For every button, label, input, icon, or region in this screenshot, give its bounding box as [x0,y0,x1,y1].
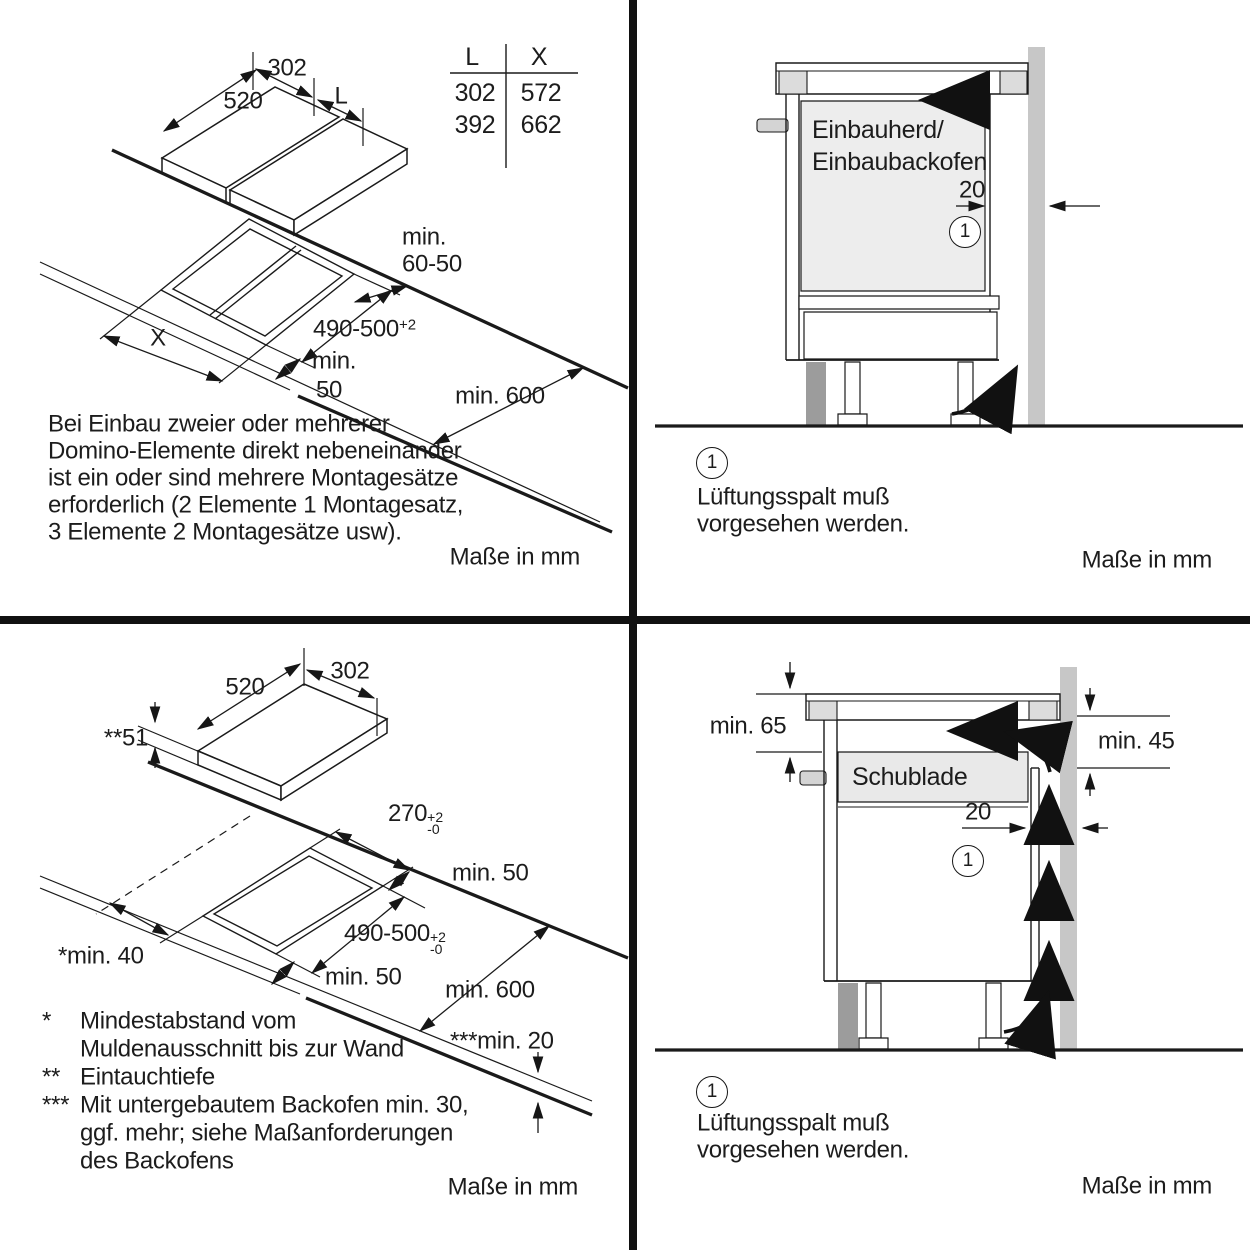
tl-note-line: Domino-Elemente direkt nebeneinander [48,437,462,465]
tl-table-header-l: L [465,42,479,71]
bl-dim-min-600: min. 600 [445,976,535,1004]
tl-table-cell: 392 [454,110,496,139]
tr-dim-gap-20: 20 [958,176,986,204]
tl-dim-l: L [334,82,348,110]
bl-footnote-line: Mit untergebautem Backofen min. 30, [80,1091,469,1119]
br-note-line-1: Lüftungsspalt muß [697,1109,890,1137]
tl-dim-min-gap-1: min. [402,223,447,251]
tl-units-label: Maße in mm [449,543,580,571]
bl-dim-front-min-50: min. 50 [325,963,402,991]
bl-dim-wall-min-40: *min. 40 [58,942,144,970]
br-note-callout-1: 1 [696,1076,728,1108]
bl-dim-520: 520 [225,673,265,701]
tl-table-cell: 662 [520,110,562,139]
br-note-line-2: vorgesehen werden. [697,1136,910,1164]
tr-note-line-1: Lüftungsspalt muß [697,483,890,511]
tl-dim-front-2: 50 [316,376,343,404]
tr-note-line-2: vorgesehen werden. [697,510,910,538]
br-drawer-label: Schublade [852,762,968,791]
tl-table-header-x: X [530,42,548,71]
bl-footnote-line: Mindestabstand vom [80,1007,297,1035]
tl-dim-520: 520 [223,87,263,115]
br-dim-gap-20: 20 [964,798,992,826]
br-units-label: Maße in mm [1081,1172,1212,1200]
bl-footnote-line: des Backofens [80,1147,234,1175]
bl-footnote-marker: ** [42,1063,61,1091]
tl-dim-x: X [150,324,166,352]
tl-dim-min-600: min. 600 [455,382,545,410]
tl-table-cell: 302 [454,78,496,107]
bl-footnote-marker: * [42,1007,52,1035]
bl-footnote-line: ggf. mehr; siehe Maßanforderungen [80,1119,453,1147]
tl-dim-cutout-depth: $490-500^{+2}$ [313,315,417,343]
tl-dim-min-gap-2: 60-50 [402,250,462,278]
tl-note-line: erforderlich (2 Elemente 1 Montagesatz, [48,491,464,519]
br-callout-1: 1 [952,845,984,877]
br-dim-min-45: min. 45 [1098,727,1175,755]
quadrant-divider-horizontal [0,616,1250,624]
tl-note-line: Bei Einbau zweier oder mehrerer [48,410,390,438]
tr-note-callout-1: 1 [696,447,728,479]
tr-callout-1: 1 [949,216,981,248]
br-dim-min-65: min. 65 [709,712,787,740]
bl-dim-back-min-50: min. 50 [452,859,529,887]
bl-footnote-line: Eintauchtiefe [80,1063,215,1091]
bl-footnote-marker: *** [42,1091,70,1119]
tl-dim-front-1: min. [312,347,357,375]
tl-dim-302: 302 [267,54,307,82]
bl-footnote-line: Muldenausschnitt bis zur Wand [80,1035,404,1063]
bl-dim-302: 302 [330,657,370,685]
bl-dim-490-500: 490-500 +2 -0 [344,920,446,957]
bl-dim-edge-min-20: ***min. 20 [450,1027,554,1055]
tr-oven-label-2: Einbaubackofen [812,147,988,176]
tr-units-label: Maße in mm [1081,546,1212,574]
bl-dim-270: 270 +2 -0 [388,800,444,837]
tr-oven-label-1: Einbauherd/ [812,115,944,144]
quadrant-divider-vertical [629,0,637,1250]
bl-units-label: Maße in mm [447,1173,578,1201]
tl-note-line: ist ein oder sind mehrere Montagesätze [48,464,459,492]
tl-table-cell: 572 [520,78,562,107]
tl-note-line: 3 Elemente 2 Montagesätze usw). [48,518,402,546]
bl-dim-51: **51 [103,724,149,752]
